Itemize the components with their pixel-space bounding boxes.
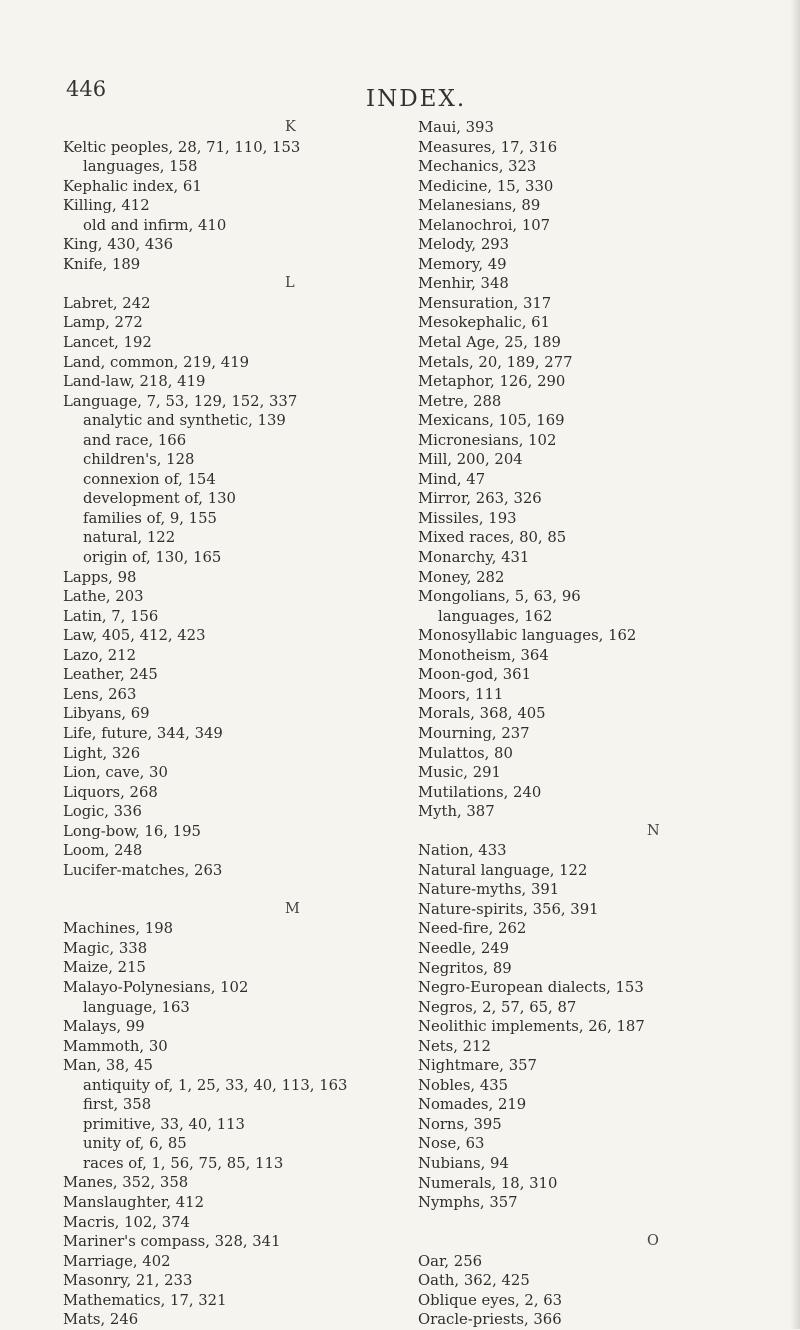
- index-entry: Nose, 63: [418, 1135, 485, 1153]
- index-entry: Monotheism, 364: [418, 646, 549, 664]
- section-letter-heading: K: [285, 119, 296, 135]
- index-entry: Mixed races, 80, 85: [418, 529, 567, 547]
- index-subentry: natural, 122: [83, 529, 176, 547]
- index-entry: Nightmare, 357: [418, 1057, 537, 1075]
- index-entry: Nature-spirits, 356, 391: [418, 900, 599, 918]
- index-entry: Labret, 242: [63, 294, 151, 312]
- index-entry: Nature-myths, 391: [418, 881, 560, 899]
- index-entry: Magic, 338: [63, 939, 148, 957]
- index-entry: Law, 405, 412, 423: [63, 627, 206, 645]
- index-entry: Money, 282: [418, 568, 505, 586]
- index-subentry: antiquity of, 1, 25, 33, 40, 113, 163: [83, 1076, 348, 1094]
- spacer: [418, 1213, 788, 1233]
- index-entry: Lazo, 212: [63, 646, 137, 664]
- index-entry: Micronesians, 102: [418, 431, 557, 449]
- index-entry: Light, 326: [63, 744, 141, 762]
- index-entry: Monosyllabic languages, 162: [418, 627, 637, 645]
- index-subentry: children's, 128: [83, 451, 195, 469]
- index-entry: Mongolians, 5, 63, 96: [418, 588, 581, 606]
- index-entry: Lapps, 98: [63, 568, 137, 586]
- index-entry: Metal Age, 25, 189: [418, 334, 561, 352]
- index-entry: Mathematics, 17, 321: [63, 1291, 227, 1309]
- index-entry: Leather, 245: [63, 666, 158, 684]
- index-subentry: languages, 162: [438, 607, 553, 625]
- index-entry: Moors, 111: [418, 685, 504, 703]
- index-entry: Melanesians, 89: [418, 197, 541, 215]
- index-entry: Oblique eyes, 2, 63: [418, 1291, 563, 1309]
- index-entry: Oath, 362, 425: [418, 1272, 530, 1290]
- index-entry: Mill, 200, 204: [418, 451, 523, 469]
- index-entry: Mulattos, 80: [418, 744, 513, 762]
- index-entry: Manslaughter, 412: [63, 1194, 204, 1212]
- index-entry: Missiles, 193: [418, 509, 517, 527]
- index-entry: Logic, 336: [63, 803, 142, 821]
- index-entry: Maui, 393: [418, 119, 494, 136]
- index-entry: Mourning, 237: [418, 724, 530, 742]
- index-entry: Measures, 17, 316: [418, 138, 558, 156]
- page-number: 446: [66, 77, 107, 101]
- index-subentry: unity of, 6, 85: [83, 1135, 187, 1153]
- index-entry: Mexicans, 105, 169: [418, 412, 565, 430]
- index-entry: Killing, 412: [63, 197, 150, 215]
- running-title: INDEX.: [366, 86, 467, 112]
- index-entry: Oar, 256: [418, 1252, 483, 1270]
- index-entry: Marriage, 402: [63, 1252, 171, 1270]
- index-column-left: [63, 118, 418, 1330]
- index-entry: Latin, 7, 156: [63, 607, 159, 625]
- index-subentry: analytic and synthetic, 139: [83, 412, 286, 430]
- index-entry: Neolithic implements, 26, 187: [418, 1018, 645, 1036]
- index-entry: Monarchy, 431: [418, 549, 530, 567]
- index-entry: Oracle-priests, 366: [418, 1311, 562, 1329]
- index-entry: Land, common, 219, 419: [63, 353, 250, 371]
- index-subentry: families of, 9, 155: [83, 509, 217, 527]
- index-entry: Medicine, 15, 330: [418, 177, 554, 195]
- index-entry: Nation, 433: [418, 842, 507, 860]
- index-subentry: primitive, 33, 40, 113: [83, 1115, 245, 1133]
- index-entry: Lathe, 203: [63, 588, 144, 606]
- index-entry: Nomades, 219: [418, 1096, 527, 1114]
- section-letter-heading: N: [647, 822, 660, 839]
- index-entry: Land-law, 218, 419: [63, 373, 206, 391]
- index-subentry: first, 358: [83, 1096, 152, 1114]
- index-entry: Libyans, 69: [63, 705, 150, 723]
- index-entry: Mesokephalic, 61: [418, 314, 550, 332]
- index-entry: Man, 38, 45: [63, 1057, 153, 1075]
- index-entry: Keltic peoples, 28, 71, 110, 153: [63, 138, 301, 156]
- spacer: [63, 880, 418, 900]
- index-entry: Macris, 102, 374: [63, 1213, 190, 1231]
- index-subentry: old and infirm, 410: [83, 216, 227, 234]
- index-entry: Malayo-Polynesians, 102: [63, 979, 249, 997]
- index-entry: Kephalic index, 61: [63, 177, 202, 195]
- index-entry: Norns, 395: [418, 1115, 502, 1133]
- index-entry: Mariner's compass, 328, 341: [63, 1233, 281, 1251]
- index-entry: Negritos, 89: [418, 959, 512, 977]
- index-entry: Mutilations, 240: [418, 783, 542, 801]
- index-entry: Lion, cave, 30: [63, 764, 168, 782]
- section-letter-heading: O: [647, 1233, 659, 1250]
- index-column-right: [418, 118, 788, 1330]
- index-subentry: races of, 1, 56, 75, 85, 113: [83, 1154, 284, 1172]
- index-entry: Loom, 248: [63, 842, 143, 860]
- index-entry: Natural language, 122: [418, 861, 588, 879]
- index-entry: Mind, 47: [418, 470, 486, 488]
- index-entry: Negros, 2, 57, 65, 87: [418, 998, 577, 1016]
- index-subentry: languages, 158: [83, 158, 198, 176]
- index-entry: Mammoth, 30: [63, 1037, 168, 1055]
- index-entry: Liquors, 268: [63, 783, 158, 801]
- index-entry: Music, 291: [418, 764, 501, 782]
- index-entry: Negro-European dialects, 153: [418, 979, 644, 997]
- index-entry: Lucifer-matches, 263: [63, 861, 223, 879]
- section-letter-heading: L: [285, 275, 295, 292]
- index-entry: Nubians, 94: [418, 1154, 509, 1172]
- index-entry: Nobles, 435: [418, 1076, 509, 1094]
- index-entry: Maize, 215: [63, 959, 146, 977]
- index-entry: Malays, 99: [63, 1018, 145, 1036]
- index-entry: King, 430, 436: [63, 236, 174, 254]
- index-entry: Masonry, 21, 233: [63, 1272, 193, 1290]
- index-entry: Metre, 288: [418, 392, 502, 410]
- page-edge-shadow: [790, 0, 800, 1329]
- section-letter-heading: M: [285, 900, 300, 917]
- index-entry: Lens, 263: [63, 685, 137, 703]
- index-entry: Numerals, 18, 310: [418, 1174, 558, 1192]
- index-entry: Mechanics, 323: [418, 158, 537, 176]
- index-entry: Life, future, 344, 349: [63, 724, 223, 742]
- index-entry: Metaphor, 126, 290: [418, 373, 566, 391]
- index-entry: Machines, 198: [63, 920, 174, 938]
- index-entry: Morals, 368, 405: [418, 705, 546, 723]
- index-entry: Nets, 212: [418, 1037, 491, 1055]
- index-subentry: and race, 166: [83, 431, 187, 449]
- index-entry: Mats, 246: [63, 1311, 139, 1329]
- index-entry: Language, 7, 53, 129, 152, 337: [63, 392, 298, 410]
- index-entry: Knife, 189: [63, 255, 141, 273]
- index-subentry: connexion of, 154: [83, 470, 216, 488]
- index-entry: Mirror, 263, 326: [418, 490, 542, 508]
- index-entry: Need-fire, 262: [418, 920, 527, 938]
- index-subentry: origin of, 130, 165: [83, 549, 222, 567]
- index-entry: Mensuration, 317: [418, 294, 552, 312]
- index-entry: Moon-god, 361: [418, 666, 531, 684]
- index-entry: Lamp, 272: [63, 314, 143, 332]
- index-entry: Long-bow, 16, 195: [63, 822, 201, 840]
- index-entry: Needle, 249: [418, 939, 510, 957]
- index-subentry: language, 163: [83, 998, 190, 1016]
- index-entry: Lancet, 192: [63, 334, 152, 352]
- index-subentry: development of, 130: [83, 490, 236, 508]
- index-entry: Melanochroi, 107: [418, 216, 551, 234]
- index-entry: Menhir, 348: [418, 275, 509, 293]
- index-entry: Metals, 20, 189, 277: [418, 353, 573, 371]
- index-entry: Nymphs, 357: [418, 1194, 518, 1212]
- index-entry: Myth, 387: [418, 803, 495, 821]
- index-entry: Melody, 293: [418, 236, 510, 254]
- index-entry: Manes, 352, 358: [63, 1174, 189, 1192]
- index-entry: Memory, 49: [418, 255, 507, 273]
